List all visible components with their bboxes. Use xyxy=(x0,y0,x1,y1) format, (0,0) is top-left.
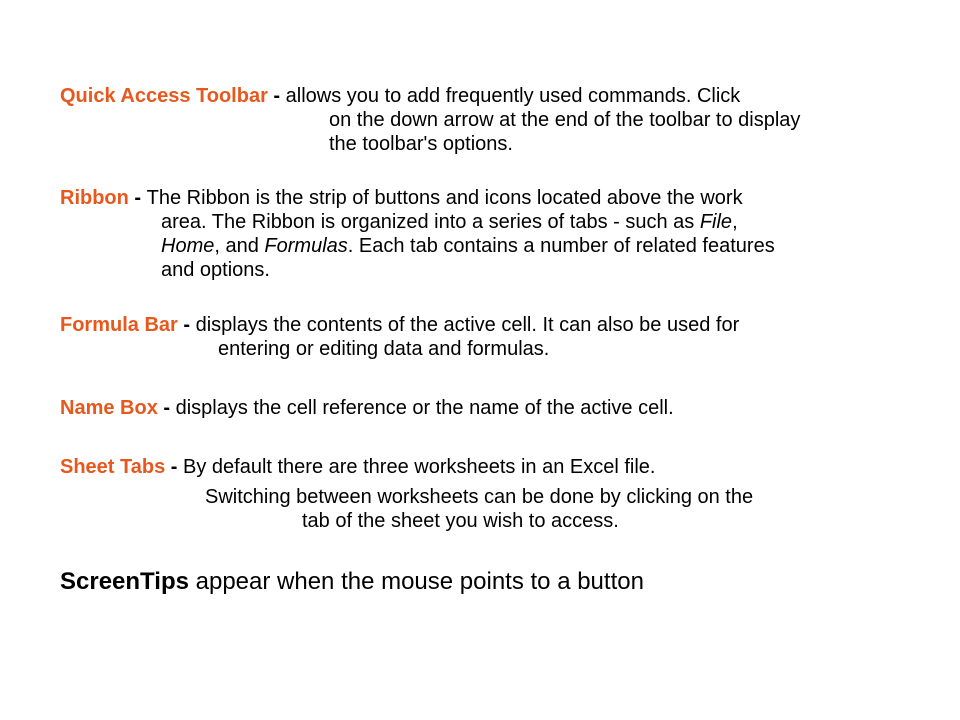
ribbon-term: Ribbon xyxy=(60,187,129,209)
ribbon-home-word: Home xyxy=(161,235,215,257)
qat-dash: - xyxy=(267,85,286,107)
sheet-tabs-definition-line-3: tab of the sheet you wish to access. xyxy=(302,510,619,532)
sheet-tabs-text-1: By default there are three worksheets in an Excel file. xyxy=(183,456,656,478)
ribbon-definition-line-4: and options. xyxy=(161,259,270,281)
formula-bar-dash: - xyxy=(177,314,196,336)
ribbon-text-3a: , and xyxy=(214,235,265,257)
ribbon-text-3b: . Each tab contains a number of related features xyxy=(347,235,775,257)
sheet-tabs-dash: - xyxy=(165,456,183,478)
formula-bar-text-1: displays the contents of the active cell. It can also be used for xyxy=(195,314,740,336)
screentips-term: ScreenTips xyxy=(60,568,189,595)
name-box-dash: - xyxy=(157,397,176,419)
qat-definition-line-2: on the down arrow at the end of the toolbar to display xyxy=(329,109,801,131)
qat-definition-line-1 xyxy=(60,84,740,108)
ribbon-definition-line-1 xyxy=(60,186,743,210)
screentips-statement xyxy=(60,567,644,597)
ribbon-text-1: The Ribbon is the strip of buttons and icons located above the work xyxy=(146,187,743,209)
sheet-tabs-term: Sheet Tabs xyxy=(60,456,166,478)
ribbon-definition-line-2 xyxy=(161,210,738,234)
name-box-term: Name Box xyxy=(60,397,158,419)
ribbon-text-2a: area. The Ribbon is organized into a series of tabs - such as xyxy=(161,211,700,233)
formula-bar-definition-line-1 xyxy=(60,313,739,337)
formula-bar-definition-line-2: entering or editing data and formulas. xyxy=(218,338,550,360)
formula-bar-term: Formula Bar xyxy=(60,314,178,336)
name-box-text: displays the cell reference or the name of the active cell. xyxy=(175,397,674,419)
sheet-tabs-definition-line-1 xyxy=(60,455,655,479)
qat-term: Quick Access Toolbar xyxy=(60,85,268,107)
sheet-tabs-definition-line-2: Switching between worksheets can be done by clicking on the xyxy=(205,486,754,508)
ribbon-formulas-word: Formulas xyxy=(264,235,348,257)
ribbon-text-2b: , xyxy=(732,211,738,233)
ribbon-file-word: File xyxy=(699,211,733,233)
ribbon-definition-line-3 xyxy=(161,234,775,258)
qat-text-1: allows you to add frequently used commands. Click xyxy=(285,85,741,107)
ribbon-dash: - xyxy=(128,187,147,209)
name-box-definition xyxy=(60,396,674,420)
qat-definition-line-3: the toolbar's options. xyxy=(329,133,513,155)
screentips-text: appear when the mouse points to a button xyxy=(188,568,644,595)
